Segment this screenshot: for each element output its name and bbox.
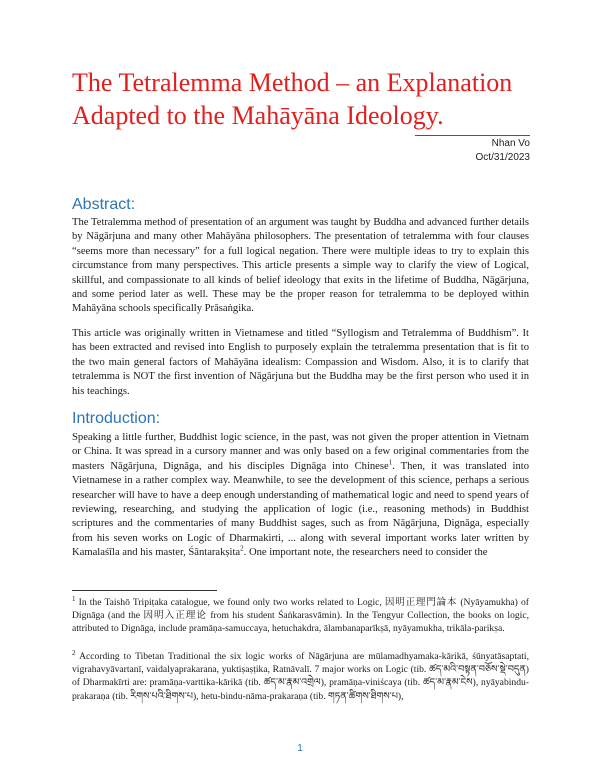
footnote-ref-1[interactable]: 1: [388, 458, 393, 467]
title-rule: [415, 135, 530, 136]
footnote-2: [72, 650, 529, 703]
footnote-2-number: 2: [72, 648, 76, 657]
abstract-heading: Abstract:: [72, 196, 136, 213]
intro-text-a: Speaking a little further, Buddhist logic science, in the past, was not given the proper attention in Vietnam or China. It was spread in a cursory manner and was only based on a few original commentaries from the masters Nāgārjuna, Dignāga, and his disciples Dignāga into Chinese: [72, 432, 529, 472]
page-number: 1: [297, 743, 303, 754]
footnote-1: [72, 596, 529, 636]
footnote-1-text: In the Taishō Tripiṭaka catalogue, we found only two works related to Logic, 因明正理門論本 (Nyāyamukha) of Dignāga (and the 因明入正理论 from his student Śaṅkarasvāmin). In the Tengyur Collection, the books on logic, attributed to Dignāga, include pramāṇa-samuccaya, hetuchakdra, ālambanaparīkṣā, nyāyamukha, trikāla-parikṣa.: [72, 597, 529, 635]
introduction-paragraph: [72, 431, 529, 561]
publication-date: Oct/31/2023: [475, 152, 530, 163]
abstract-paragraph-2: This article was originally written in Vietnamese and titled “Syllogism and Tetralemma of Buddhism”. It has been extracted and revised into English to purposely explain the tetralemma presentation that is fit to the two main general factors of Mahāyāna idealism: Compassion and Wisdom. Also, it is to clarify that tetralemma is NOT the first invention of Nāgārjuna but the Buddha may be the first person who used it in his teachings.: [72, 328, 529, 397]
abstract-paragraph-1: The Tetralemma method of presentation of an argument was taught by Buddha and advanced further details by Nāgārjuna and many other Mahāyāna philosophers. The presentation of tetralemma with four clauses “seems more than necessary” for a full logical negation. There were multiple ideas to try to explain this circumstance from many perspectives. This article presents a simple way to clarify the view of Logical, skillful, and compassionate to all kinds of belief ideology that exits in the lifetime of Buddha, Nāgārjuna, and some period later as well. These may be the proper reason for tetralemma to be deployed within Mahāyāna schools specifically Prāsaṅgika.: [72, 217, 529, 315]
footnote-1-number: 1: [72, 594, 76, 603]
author-name: Nhan Vo: [491, 138, 530, 149]
intro-text-b: . Then, it was translated into Vietnamese in a rather complex way. Meanwhile, to see the development of this science, perhaps a serious researcher will have to have a deep enough understanding of mathematical logic and need to spend years of reviewing, researching, and studying the application of logic (i.e., reasoning methods) in Buddhist scriptures and the commentaries of many Buddhist sages, such as from Nāgārjuna, Dignāga, especially from his seven works on Logic of Dharmakirti, ... along with several important works later written by Kamalaśīla and his master, Śāntarakṣita: [72, 460, 529, 559]
introduction-heading: Introduction:: [72, 410, 161, 427]
paper-title: The Tetralemma Method – an Explanation Adapted to the Mahāyāna Ideology.: [72, 68, 513, 130]
footnote-ref-2[interactable]: 2: [240, 544, 244, 553]
intro-text-c: . One important note, the researchers need to consider the: [243, 547, 488, 559]
footnote-2-text: According to Tibetan Traditional the six logic works of Nāgārjuna are mūlamadhyamaka-kārikā, śūnyatāsaptati, vigrahavyāvartanī, vaidalyaprakarana, yuktiṣaṣṭika, Ratnāvalī. 7 major works on Logic (tib. ཚད་མའི་བསྟན་བཅོས་སྡེ་བདུན) of Dharmakīrti are: pramāṇa-varttika-kārikā (tib. ཚད་མ་རྣམ་འགྲེལ), pramāṇa-viniścaya (tib. ཚད་མ་རྣམ་ངེས), nyāyabindu-prakaraṇa (tib. རིགས་པའི་ཐིགས་པ), hetu-bindu-nāma-prakaraṇa (tib. གཏན་ཚིགས་ཐིགས་པ),: [72, 651, 529, 702]
footnote-separator: [72, 590, 217, 591]
